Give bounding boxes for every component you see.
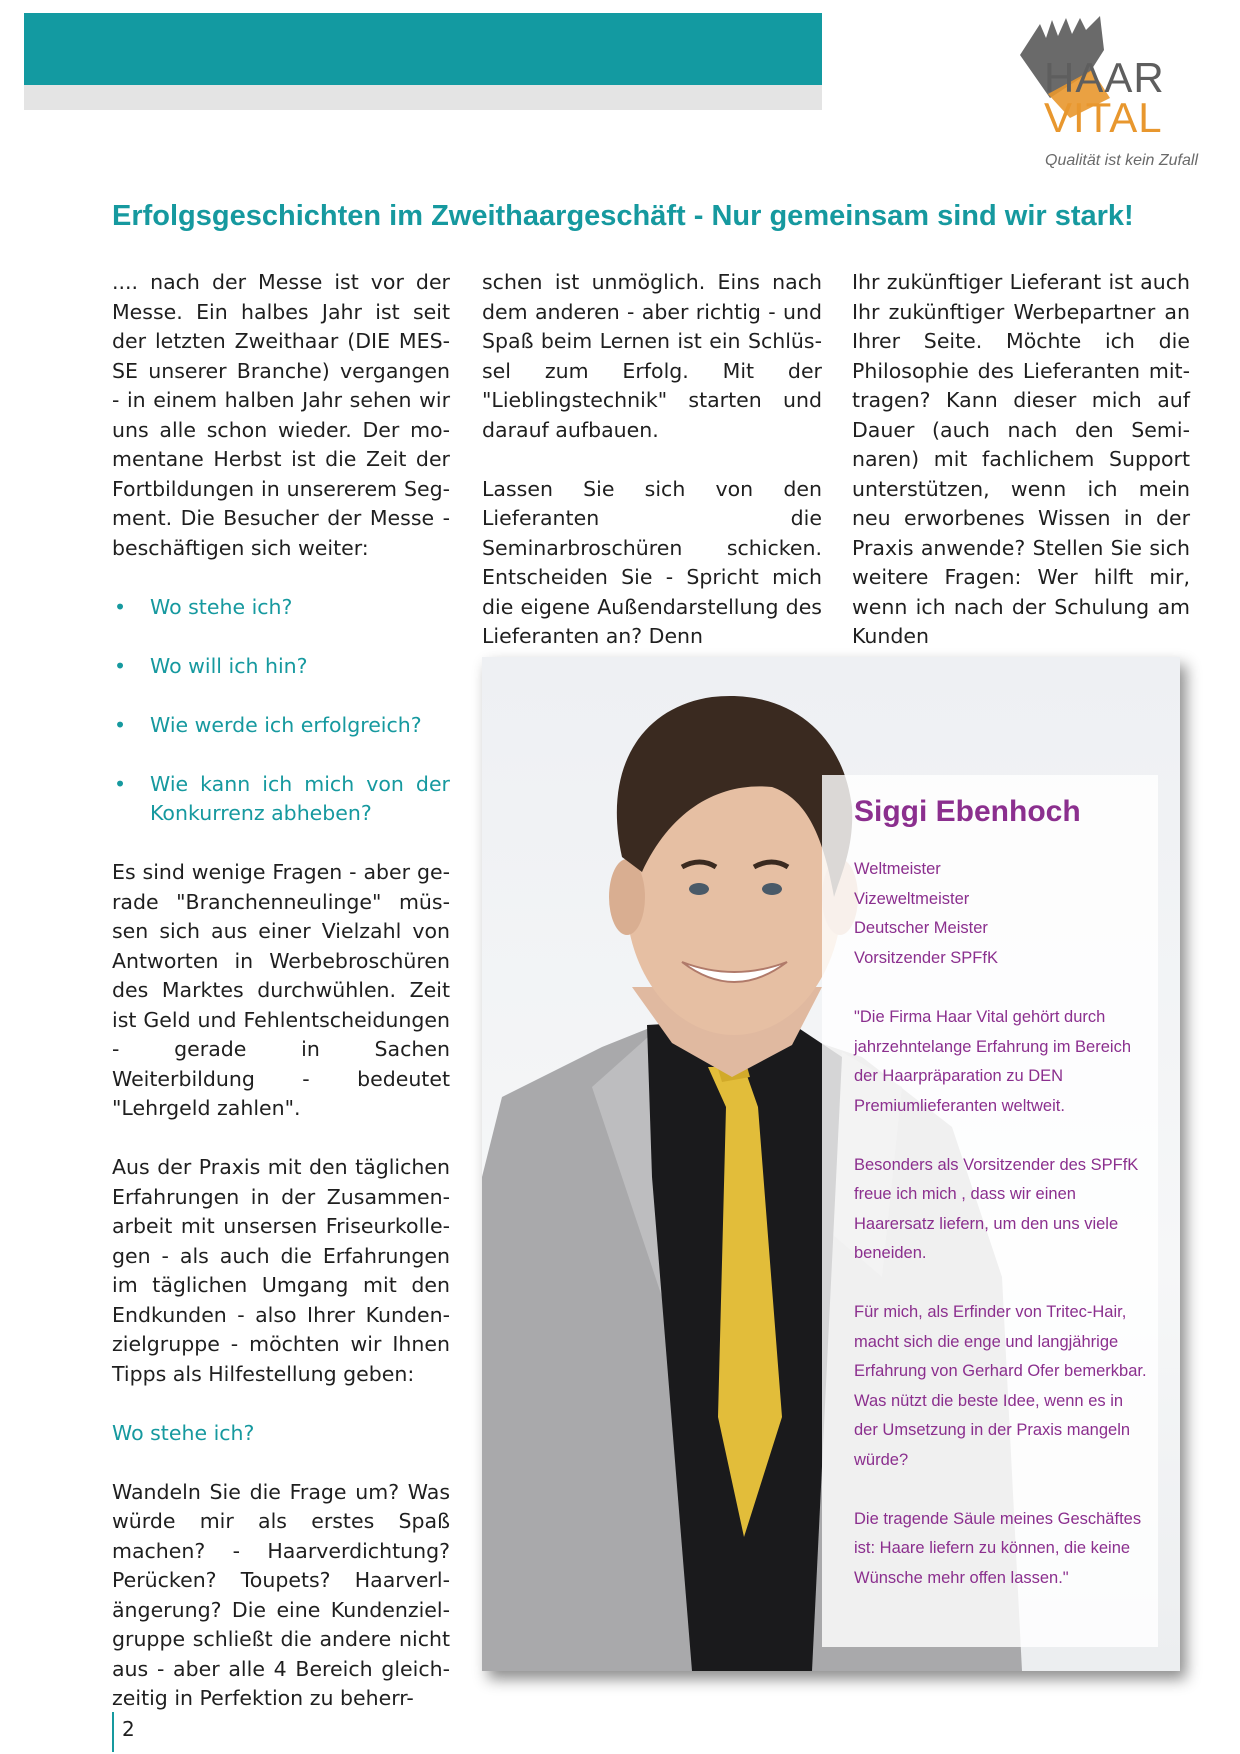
text-column-1 xyxy=(112,268,450,1743)
paragraph: Es sind wenige Fragen - aber gerade "Branchenneulinge" müssen sich aus einer Vielzahl von Antworten in Werbebroschüren des Marktes durchwühlen. Zeit ist Geld und Fehlentscheidungen - gerade in Sachen Weiterbildung - bedeutet "Lehrgeld zahlen". xyxy=(112,860,450,1120)
logo-line-2: VITAL xyxy=(1044,94,1163,141)
list-item: Deutscher Meister xyxy=(854,919,988,937)
paragraph: Lassen Sie sich von den Lieferanten die Seminarbroschüren schicken. Entscheiden Sie - Spricht mich die eigene Außendarstellung des Lieferanten an? Denn xyxy=(482,476,822,648)
quote-paragraph: Besonders als Vorsitzender des SPFfK freue ich mich , dass wir einen Haarersatz liefern, um den uns viele beneiden. xyxy=(854,1155,1139,1262)
list-item: • Wo will ich hin? xyxy=(112,652,450,682)
profile-titles xyxy=(854,855,1148,973)
haar-vital-logo xyxy=(1000,10,1200,180)
logo-line-1: HAAR xyxy=(1044,54,1165,101)
list-item: Vizeweltmeister xyxy=(854,889,970,908)
page-headline: Erfolgsgeschichten im Zweithaargeschäft - Nur gemeinsam sind wir stark! xyxy=(112,200,1134,232)
quote-paragraph: "Die Firma Haar Vital gehört durch jahrzehntelange Erfahrung im Bereich der Haarpräparation zu DEN Premiumlieferanten weltweit. xyxy=(854,1008,1131,1115)
list-item: • Wo stehe ich? xyxy=(112,593,450,623)
text-column-3 xyxy=(852,268,1190,681)
paragraph: Ihr zukünftiger Lieferant ist auch Ihr zukünftiger Werbepartner an Ihrer Seite. Möchte ich die Philosophie des Lieferanten mittragen? Kann dieser mich auf Dauer (auch nach den Seminaren) mit fachlichem Support unterstützen, wenn ich mein neu erworbenes Wissen in der Praxis anwende? Stellen Sie sich weitere Fragen: Wer hilft mir, wenn ich nach der Schulung am Kunden xyxy=(852,270,1190,648)
paragraph: Wandeln Sie die Frage um? Was würde mir als erstes Spaß machen? - Haarverdichtung? Perücken? Toupets? Haarverlängerung? Die eine Kundenzielgruppe schließt die andere nicht aus - aber alle 4 Bereich gleichzeitig in Perfektion zu beherr- xyxy=(112,1479,450,1710)
paragraph: Aus der Praxis mit den täglichen Erfahrungen in der Zusammenarbeit mit unsersen Friseurkollegen - als auch die Erfahrungen im täglichen Umgang mit den Endkunden - also Ihrer Kundenzielgruppe - möchten wir Ihnen Tipps als Hilfestellung geben: xyxy=(112,1155,450,1386)
list-item: Weltmeister xyxy=(854,860,941,878)
logo-wordmark xyxy=(1044,54,1165,141)
profile-name: Siggi Ebenhoch xyxy=(854,795,1081,828)
paragraph: schen ist unmöglich. Eins nach dem anderen - aber richtig - und Spaß beim Lernen ist ein Schlüssel zum Erfolg. Mit der "Lieblingstechnik" starten und darauf aufbauen. xyxy=(482,270,822,442)
list-item: Vorsitzender SPFfK xyxy=(854,948,998,967)
quote-paragraph: Die tragende Säule meines Geschäftes ist: Haare liefern zu können, die keine Wünsche mehr offen lassen." xyxy=(854,1509,1142,1587)
section-subheading: Wo stehe ich? xyxy=(112,1420,255,1445)
header-bar xyxy=(24,13,822,85)
header-bar-shadow xyxy=(24,85,822,110)
quote-paragraph: Für mich, als Erfinder von Tritec-Hair, macht sich die enge und langjährige Erfahrung von Gerhard Ofer bemerkbar. Was nützt die beste Idee, wenn es in der Umsetzung in der Praxis mangeln würde? xyxy=(854,1303,1147,1469)
page-number: 2 xyxy=(112,1712,135,1752)
list-item: • Wie werde ich erfolgreich? xyxy=(112,711,450,741)
text-column-2 xyxy=(482,268,822,681)
logo-tagline: Qualität ist kein Zufall xyxy=(1045,152,1198,169)
paragraph: .... nach der Messe ist vor der Messe. Ein halbes Jahr ist seit der letzten Zweithaar (DIE MESSE unserer Branche) vergangen - in einem halben Jahr sehen wir uns alle schon wieder. Der momentane Herbst ist die Zeit der Fortbildungen in unsererem Segment. Die Besucher der Messe - beschäftigen sich weiter: xyxy=(112,270,450,560)
list-item: • Wie kann ich mich von der Konkurrenz abheben? xyxy=(112,770,450,829)
profile-card xyxy=(822,775,1158,1647)
question-list xyxy=(112,593,450,829)
